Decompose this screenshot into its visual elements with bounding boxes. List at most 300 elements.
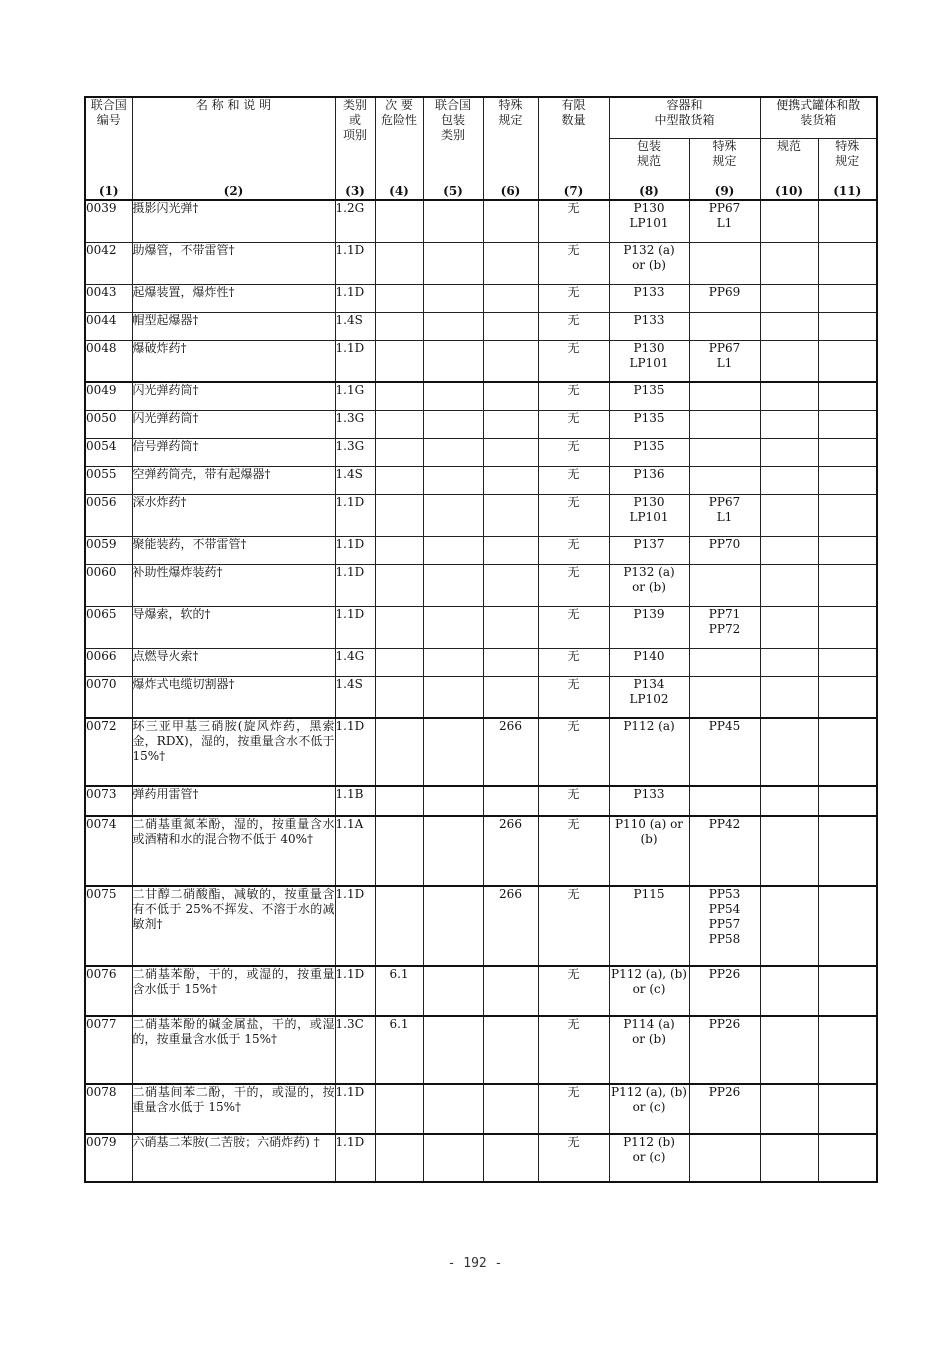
class-cell: 1.1G	[335, 382, 375, 410]
class-cell: 1.1D	[335, 536, 375, 564]
special-provision-cell	[483, 466, 538, 494]
limited-quantity-cell: 无	[538, 494, 609, 536]
packing-instruction-cell: P112 (a)	[609, 718, 689, 786]
packing-provision-cell	[689, 648, 760, 676]
col-num-9: (9)	[689, 181, 760, 200]
name-cell: 环三亚甲基三硝胺(旋风炸药，黑索金，RDX)，湿的，按重量含水不低于 15%†	[132, 718, 335, 786]
table-row	[85, 1084, 877, 1134]
table-row	[85, 536, 877, 564]
un-number-cell: 0050	[85, 410, 132, 438]
subsidiary-risk-cell	[375, 536, 423, 564]
packing-group-cell	[423, 786, 483, 816]
packing-instruction-cell: P139	[609, 606, 689, 648]
special-provision-cell	[483, 200, 538, 242]
header-special-provisions: 特殊 规定	[483, 97, 538, 181]
packing-provision-cell: PP45	[689, 718, 760, 786]
name-cell: 导爆索，软的†	[132, 606, 335, 648]
un-number-cell: 0079	[85, 1134, 132, 1182]
special-provision-cell	[483, 1084, 538, 1134]
class-cell: 1.1D	[335, 966, 375, 1016]
dangerous-goods-table	[84, 96, 878, 1183]
subsidiary-risk-cell	[375, 564, 423, 606]
limited-quantity-cell: 无	[538, 382, 609, 410]
subsidiary-risk-cell	[375, 886, 423, 966]
packing-instruction-cell: P112 (b) or (c)	[609, 1134, 689, 1182]
packing-instruction-cell: P132 (a) or (b)	[609, 564, 689, 606]
name-cell: 空弹药筒壳，带有起爆器†	[132, 466, 335, 494]
tank-provision-cell	[818, 786, 877, 816]
limited-quantity-cell: 无	[538, 438, 609, 466]
table-row	[85, 816, 877, 886]
limited-quantity-cell: 无	[538, 718, 609, 786]
header-un-number: 联合国 编号	[85, 97, 132, 181]
name-cell: 二硝基重氮苯酚，湿的，按重量含水或酒精和水的混合物不低于 40%†	[132, 816, 335, 886]
col-num-2: (2)	[132, 181, 335, 200]
packing-provision-cell	[689, 676, 760, 718]
tank-instruction-cell	[760, 718, 818, 786]
packing-instruction-cell: P133	[609, 284, 689, 312]
subsidiary-risk-cell	[375, 312, 423, 340]
class-cell: 1.1D	[335, 606, 375, 648]
tank-provision-cell	[818, 718, 877, 786]
tank-instruction-cell	[760, 200, 818, 242]
packing-instruction-cell: P132 (a) or (b)	[609, 242, 689, 284]
packing-provision-cell	[689, 312, 760, 340]
packing-group-cell	[423, 564, 483, 606]
packing-group-cell	[423, 536, 483, 564]
limited-quantity-cell: 无	[538, 816, 609, 886]
packing-group-cell	[423, 382, 483, 410]
packing-group-cell	[423, 966, 483, 1016]
class-cell: 1.1D	[335, 564, 375, 606]
subsidiary-risk-cell	[375, 242, 423, 284]
packing-provision-cell: PP67 L1	[689, 494, 760, 536]
subsidiary-risk-cell	[375, 1134, 423, 1182]
packing-instruction-cell: P135	[609, 438, 689, 466]
subsidiary-risk-cell	[375, 676, 423, 718]
packing-provision-cell: PP69	[689, 284, 760, 312]
limited-quantity-cell: 无	[538, 340, 609, 382]
packing-instruction-cell: P112 (a), (b) or (c)	[609, 1084, 689, 1134]
packing-group-cell	[423, 886, 483, 966]
packing-group-cell	[423, 1084, 483, 1134]
col-num-6: (6)	[483, 181, 538, 200]
special-provision-cell	[483, 676, 538, 718]
limited-quantity-cell: 无	[538, 886, 609, 966]
tank-provision-cell	[818, 284, 877, 312]
packing-provision-cell: PP42	[689, 816, 760, 886]
subsidiary-risk-cell	[375, 718, 423, 786]
tank-provision-cell	[818, 606, 877, 648]
special-provision-cell	[483, 340, 538, 382]
tank-provision-cell	[818, 312, 877, 340]
header-name-description: 名 称 和 说 明	[132, 97, 335, 181]
packing-group-cell	[423, 606, 483, 648]
name-cell: 摄影闪光弹†	[132, 200, 335, 242]
limited-quantity-cell: 无	[538, 786, 609, 816]
table-row	[85, 312, 877, 340]
tank-provision-cell	[818, 410, 877, 438]
name-cell: 点燃导火索†	[132, 648, 335, 676]
packing-provision-cell	[689, 438, 760, 466]
packing-provision-cell	[689, 564, 760, 606]
packing-instruction-cell: P133	[609, 786, 689, 816]
packing-instruction-cell: P136	[609, 466, 689, 494]
limited-quantity-cell: 无	[538, 564, 609, 606]
packing-provision-cell	[689, 786, 760, 816]
tank-instruction-cell	[760, 466, 818, 494]
tank-provision-cell	[818, 1134, 877, 1182]
tank-provision-cell	[818, 816, 877, 886]
table-row	[85, 676, 877, 718]
col-num-10: (10)	[760, 181, 818, 200]
packing-provision-cell: PP67 L1	[689, 200, 760, 242]
table-row	[85, 200, 877, 242]
tank-provision-cell	[818, 340, 877, 382]
class-cell: 1.1A	[335, 816, 375, 886]
packing-instruction-cell: P115	[609, 886, 689, 966]
tank-instruction-cell	[760, 284, 818, 312]
packing-group-cell	[423, 242, 483, 284]
tank-provision-cell	[818, 382, 877, 410]
limited-quantity-cell: 无	[538, 1134, 609, 1182]
limited-quantity-cell: 无	[538, 966, 609, 1016]
packing-provision-cell	[689, 1134, 760, 1182]
packing-instruction-cell: P130 LP101	[609, 200, 689, 242]
tank-instruction-cell	[760, 1016, 818, 1084]
packing-group-cell	[423, 1134, 483, 1182]
special-provision-cell	[483, 494, 538, 536]
un-number-cell: 0070	[85, 676, 132, 718]
class-cell: 1.4G	[335, 648, 375, 676]
tank-provision-cell	[818, 494, 877, 536]
subsidiary-risk-cell	[375, 284, 423, 312]
limited-quantity-cell: 无	[538, 648, 609, 676]
header-tank-instructions: 规范	[760, 139, 818, 182]
name-cell: 助爆管，不带雷管†	[132, 242, 335, 284]
name-cell: 爆破炸药†	[132, 340, 335, 382]
tank-provision-cell	[818, 466, 877, 494]
subsidiary-risk-cell	[375, 1084, 423, 1134]
table-row	[85, 340, 877, 382]
packing-instruction-cell: P134 LP102	[609, 676, 689, 718]
tank-instruction-cell	[760, 340, 818, 382]
col-num-7: (7)	[538, 181, 609, 200]
subsidiary-risk-cell: 6.1	[375, 1016, 423, 1084]
name-cell: 信号弹药筒†	[132, 438, 335, 466]
limited-quantity-cell: 无	[538, 312, 609, 340]
name-cell: 六硝基二苯胺(二苦胺；六硝炸药) †	[132, 1134, 335, 1182]
special-provision-cell: 266	[483, 718, 538, 786]
table-row	[85, 382, 877, 410]
subsidiary-risk-cell: 6.1	[375, 966, 423, 1016]
limited-quantity-cell: 无	[538, 676, 609, 718]
special-provision-cell	[483, 410, 538, 438]
limited-quantity-cell: 无	[538, 1084, 609, 1134]
subsidiary-risk-cell	[375, 786, 423, 816]
tank-instruction-cell	[760, 966, 818, 1016]
name-cell: 聚能装药，不带雷管†	[132, 536, 335, 564]
un-number-cell: 0049	[85, 382, 132, 410]
special-provision-cell	[483, 648, 538, 676]
limited-quantity-cell: 无	[538, 606, 609, 648]
tank-instruction-cell	[760, 1134, 818, 1182]
packing-provision-cell	[689, 382, 760, 410]
table-row	[85, 786, 877, 816]
packing-instruction-cell: P140	[609, 648, 689, 676]
un-number-cell: 0066	[85, 648, 132, 676]
un-number-cell: 0039	[85, 200, 132, 242]
name-cell: 二甘醇二硝酸酯，减敏的，按重量含有不低于 25%不挥发、不溶于水的减敏剂†	[132, 886, 335, 966]
special-provision-cell: 266	[483, 816, 538, 886]
packing-instruction-cell: P135	[609, 382, 689, 410]
table-row	[85, 648, 877, 676]
tank-instruction-cell	[760, 786, 818, 816]
table-row	[85, 466, 877, 494]
packing-provision-cell	[689, 466, 760, 494]
tank-provision-cell	[818, 1084, 877, 1134]
special-provision-cell	[483, 312, 538, 340]
tank-instruction-cell	[760, 606, 818, 648]
limited-quantity-cell: 无	[538, 536, 609, 564]
subsidiary-risk-cell	[375, 606, 423, 648]
table-row	[85, 410, 877, 438]
class-cell: 1.1D	[335, 1084, 375, 1134]
subsidiary-risk-cell	[375, 340, 423, 382]
table-row	[85, 494, 877, 536]
packing-provision-cell: PP26	[689, 1016, 760, 1084]
packing-group-cell	[423, 1016, 483, 1084]
un-number-cell: 0076	[85, 966, 132, 1016]
tank-provision-cell	[818, 966, 877, 1016]
class-cell: 1.4S	[335, 466, 375, 494]
un-number-cell: 0042	[85, 242, 132, 284]
tank-provision-cell	[818, 886, 877, 966]
limited-quantity-cell: 无	[538, 200, 609, 242]
class-cell: 1.1D	[335, 284, 375, 312]
class-cell: 1.3G	[335, 438, 375, 466]
un-number-cell: 0074	[85, 816, 132, 886]
header-limited-quantity: 有限 数量	[538, 97, 609, 181]
packing-instruction-cell: P135	[609, 410, 689, 438]
class-cell: 1.3C	[335, 1016, 375, 1084]
tank-provision-cell	[818, 242, 877, 284]
name-cell: 弹药用雷管†	[132, 786, 335, 816]
header-group-portable-tanks: 便携式罐体和散 装货箱	[760, 97, 877, 139]
header-packing-instructions: 包装 规范	[609, 139, 689, 182]
packing-group-cell	[423, 340, 483, 382]
packing-provision-cell: PP26	[689, 966, 760, 1016]
class-cell: 1.1D	[335, 1134, 375, 1182]
un-number-cell: 0044	[85, 312, 132, 340]
packing-provision-cell: PP71 PP72	[689, 606, 760, 648]
un-number-cell: 0075	[85, 886, 132, 966]
tank-instruction-cell	[760, 886, 818, 966]
packing-instruction-cell: P130 LP101	[609, 340, 689, 382]
packing-provision-cell: PP67 L1	[689, 340, 760, 382]
special-provision-cell	[483, 1016, 538, 1084]
name-cell: 补助性爆炸装药†	[132, 564, 335, 606]
packing-group-cell	[423, 816, 483, 886]
name-cell: 二硝基苯酚的碱金属盐，干的，或湿的，按重量含水低于 15%†	[132, 1016, 335, 1084]
packing-instruction-cell: P110 (a) or (b)	[609, 816, 689, 886]
name-cell: 爆炸式电缆切割器†	[132, 676, 335, 718]
table-row	[85, 718, 877, 786]
special-provision-cell	[483, 564, 538, 606]
packing-group-cell	[423, 676, 483, 718]
col-num-5: (5)	[423, 181, 483, 200]
tank-instruction-cell	[760, 382, 818, 410]
subsidiary-risk-cell	[375, 382, 423, 410]
subsidiary-risk-cell	[375, 494, 423, 536]
subsidiary-risk-cell	[375, 410, 423, 438]
col-num-3: (3)	[335, 181, 375, 200]
table-row	[85, 886, 877, 966]
table-row	[85, 1134, 877, 1182]
tank-provision-cell	[818, 536, 877, 564]
class-cell: 1.4S	[335, 676, 375, 718]
special-provision-cell	[483, 382, 538, 410]
name-cell: 深水炸药†	[132, 494, 335, 536]
packing-provision-cell	[689, 410, 760, 438]
tank-provision-cell	[818, 438, 877, 466]
packing-group-cell	[423, 410, 483, 438]
tank-instruction-cell	[760, 564, 818, 606]
header-class: 类别 或 项别	[335, 97, 375, 181]
class-cell: 1.1D	[335, 340, 375, 382]
packing-instruction-cell: P130 LP101	[609, 494, 689, 536]
special-provision-cell	[483, 786, 538, 816]
packing-group-cell	[423, 494, 483, 536]
limited-quantity-cell: 无	[538, 410, 609, 438]
table-row	[85, 966, 877, 1016]
header-packing-group: 联合国 包装 类别	[423, 97, 483, 181]
table-row	[85, 284, 877, 312]
class-cell: 1.3G	[335, 410, 375, 438]
un-number-cell: 0072	[85, 718, 132, 786]
un-number-cell: 0054	[85, 438, 132, 466]
packing-instruction-cell: P112 (a), (b) or (c)	[609, 966, 689, 1016]
limited-quantity-cell: 无	[538, 284, 609, 312]
limited-quantity-cell: 无	[538, 466, 609, 494]
name-cell: 闪光弹药筒†	[132, 410, 335, 438]
packing-instruction-cell: P137	[609, 536, 689, 564]
class-cell: 1.2G	[335, 200, 375, 242]
packing-instruction-cell: P114 (a) or (b)	[609, 1016, 689, 1084]
packing-group-cell	[423, 438, 483, 466]
col-num-1: (1)	[85, 181, 132, 200]
special-provision-cell	[483, 242, 538, 284]
packing-provision-cell: PP53 PP54 PP57 PP58	[689, 886, 760, 966]
special-provision-cell	[483, 606, 538, 648]
name-cell: 二硝基苯酚，干的，或湿的，按重量含水低于 15%†	[132, 966, 335, 1016]
limited-quantity-cell: 无	[538, 242, 609, 284]
un-number-cell: 0055	[85, 466, 132, 494]
subsidiary-risk-cell	[375, 466, 423, 494]
name-cell: 起爆装置，爆炸性†	[132, 284, 335, 312]
page-number: - 192 -	[447, 1256, 503, 1271]
table-row	[85, 242, 877, 284]
tank-instruction-cell	[760, 312, 818, 340]
col-num-8: (8)	[609, 181, 689, 200]
packing-provision-cell	[689, 242, 760, 284]
class-cell: 1.1D	[335, 886, 375, 966]
packing-provision-cell: PP70	[689, 536, 760, 564]
special-provision-cell	[483, 1134, 538, 1182]
un-number-cell: 0059	[85, 536, 132, 564]
tank-provision-cell	[818, 676, 877, 718]
tank-instruction-cell	[760, 438, 818, 466]
name-cell: 二硝基间苯二酚，干的，或湿的，按重量含水低于 15%†	[132, 1084, 335, 1134]
packing-group-cell	[423, 648, 483, 676]
header-tank-special: 特殊 规定	[818, 139, 877, 182]
un-number-cell: 0056	[85, 494, 132, 536]
tank-instruction-cell	[760, 242, 818, 284]
un-number-cell: 0065	[85, 606, 132, 648]
limited-quantity-cell: 无	[538, 1016, 609, 1084]
table-row	[85, 438, 877, 466]
subsidiary-risk-cell	[375, 200, 423, 242]
class-cell: 1.1B	[335, 786, 375, 816]
tank-provision-cell	[818, 1016, 877, 1084]
special-provision-cell	[483, 438, 538, 466]
header-subsidiary-risk: 次 要 危险性	[375, 97, 423, 181]
special-provision-cell	[483, 966, 538, 1016]
packing-group-cell	[423, 312, 483, 340]
tank-provision-cell	[818, 648, 877, 676]
subsidiary-risk-cell	[375, 648, 423, 676]
special-provision-cell: 266	[483, 886, 538, 966]
tank-instruction-cell	[760, 648, 818, 676]
tank-instruction-cell	[760, 816, 818, 886]
class-cell: 1.1D	[335, 718, 375, 786]
header-packing-special: 特殊 规定	[689, 139, 760, 182]
special-provision-cell	[483, 284, 538, 312]
un-number-cell: 0073	[85, 786, 132, 816]
table-row	[85, 1016, 877, 1084]
tank-provision-cell	[818, 564, 877, 606]
packing-group-cell	[423, 200, 483, 242]
packing-group-cell	[423, 466, 483, 494]
col-num-4: (4)	[375, 181, 423, 200]
col-num-11: (11)	[818, 181, 877, 200]
header-group-packagings: 容器和 中型散货箱	[609, 97, 760, 139]
special-provision-cell	[483, 536, 538, 564]
subsidiary-risk-cell	[375, 438, 423, 466]
packing-group-cell	[423, 718, 483, 786]
packing-group-cell	[423, 284, 483, 312]
un-number-cell: 0060	[85, 564, 132, 606]
class-cell: 1.1D	[335, 242, 375, 284]
class-cell: 1.4S	[335, 312, 375, 340]
tank-instruction-cell	[760, 676, 818, 718]
tank-provision-cell	[818, 200, 877, 242]
un-number-cell: 0078	[85, 1084, 132, 1134]
un-number-cell: 0077	[85, 1016, 132, 1084]
subsidiary-risk-cell	[375, 816, 423, 886]
packing-instruction-cell: P133	[609, 312, 689, 340]
tank-instruction-cell	[760, 410, 818, 438]
un-number-cell: 0048	[85, 340, 132, 382]
tank-instruction-cell	[760, 1084, 818, 1134]
class-cell: 1.1D	[335, 494, 375, 536]
tank-instruction-cell	[760, 494, 818, 536]
name-cell: 闪光弹药筒†	[132, 382, 335, 410]
tank-instruction-cell	[760, 536, 818, 564]
packing-provision-cell: PP26	[689, 1084, 760, 1134]
table-row	[85, 606, 877, 648]
table-row	[85, 564, 877, 606]
